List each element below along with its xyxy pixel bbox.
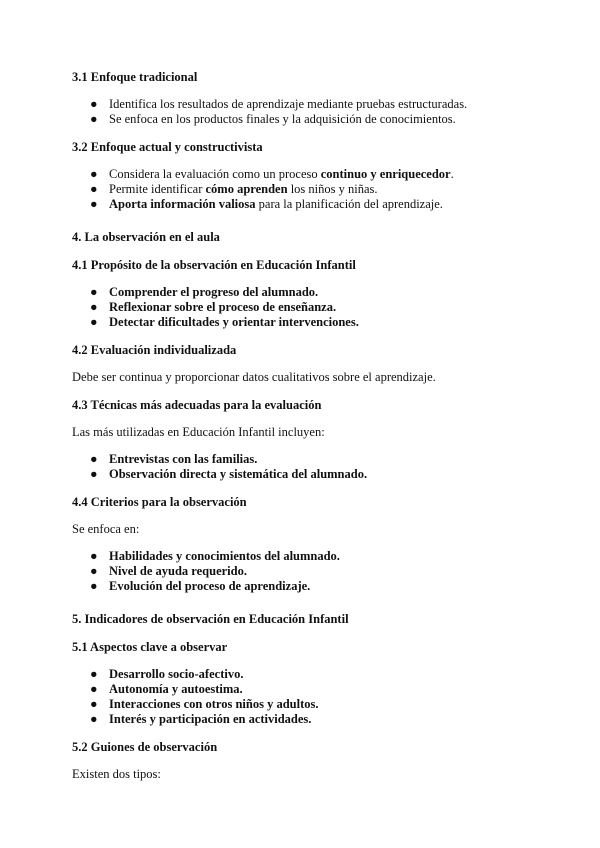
- heading-4-4: 4.4 Criterios para la observación: [72, 495, 247, 509]
- list-5-1: [72, 667, 542, 727]
- heading-4: 4. La observación en el aula: [72, 230, 220, 244]
- list-item: ● Habilidades y conocimientos del alumnado.: [90, 549, 340, 563]
- heading-5-2: 5.2 Guiones de observación: [72, 740, 218, 754]
- bullet-icon: ●: [90, 300, 98, 314]
- list-item: ● Interacciones con otros niños y adultos.: [90, 697, 319, 711]
- list-item: ● Entrevistas con las familias.: [90, 452, 258, 466]
- list-3-2: [72, 167, 542, 212]
- heading-3-2: 3.2 Enfoque actual y constructivista: [72, 140, 263, 154]
- bullet-icon: ●: [90, 182, 98, 196]
- document-page: [72, 70, 542, 782]
- list-item: ● Comprender el progreso del alumnado.: [90, 285, 319, 299]
- list-item: ● Considera la evaluación como un proceso continuo y enriquecedor.: [90, 167, 454, 181]
- list-item: ● Reflexionar sobre el proceso de enseñanza.: [90, 300, 337, 314]
- heading-4-2: 4.2 Evaluación individualizada: [72, 343, 237, 357]
- paragraph-5-2: Existen dos tipos:: [72, 767, 161, 781]
- heading-4-3: 4.3 Técnicas más adecuadas para la evaluación: [72, 398, 322, 412]
- bullet-icon: ●: [90, 549, 98, 563]
- list-item: ● Interés y participación en actividades.: [90, 712, 312, 726]
- list-item: ● Desarrollo socio-afectivo.: [90, 667, 244, 681]
- heading-5-1: 5.1 Aspectos clave a observar: [72, 640, 228, 654]
- paragraph-4-2: Debe ser continua y proporcionar datos cualitativos sobre el aprendizaje.: [72, 370, 436, 384]
- list-item: ● Aporta información valiosa para la planificación del aprendizaje.: [90, 197, 443, 211]
- bullet-icon: ●: [90, 712, 98, 726]
- list-3-1: [72, 97, 542, 127]
- bullet-icon: ●: [90, 97, 98, 111]
- heading-5: 5. Indicadores de observación en Educación Infantil: [72, 612, 349, 626]
- bullet-icon: ●: [90, 564, 98, 578]
- bullet-icon: ●: [90, 285, 98, 299]
- list-item: ● Nivel de ayuda requerido.: [90, 564, 247, 578]
- bullet-icon: ●: [90, 467, 98, 481]
- bullet-icon: ●: [90, 112, 98, 126]
- list-item: ● Identifica los resultados de aprendizaje mediante pruebas estructuradas.: [90, 97, 468, 111]
- bullet-icon: ●: [90, 697, 98, 711]
- list-item: ● Permite identificar cómo aprenden los niños y niñas.: [90, 182, 378, 196]
- heading-3-1: 3.1 Enfoque tradicional: [72, 70, 198, 84]
- bullet-icon: ●: [90, 167, 98, 181]
- bullet-icon: ●: [90, 682, 98, 696]
- list-item: ● Evolución del proceso de aprendizaje.: [90, 579, 311, 593]
- bullet-icon: ●: [90, 315, 98, 329]
- bullet-icon: ●: [90, 452, 98, 466]
- list-item: ● Autonomía y autoestima.: [90, 682, 243, 696]
- list-item: ● Detectar dificultades y orientar intervenciones.: [90, 315, 359, 329]
- bullet-icon: ●: [90, 579, 98, 593]
- heading-4-1: 4.1 Propósito de la observación en Educación Infantil: [72, 258, 356, 272]
- paragraph-4-3: Las más utilizadas en Educación Infantil incluyen:: [72, 425, 325, 439]
- list-item: ● Observación directa y sistemática del alumnado.: [90, 467, 368, 481]
- bullet-icon: ●: [90, 667, 98, 681]
- list-4-4: [72, 549, 542, 594]
- list-4-1: [72, 285, 542, 330]
- list-item: ● Se enfoca en los productos finales y la adquisición de conocimientos.: [90, 112, 456, 126]
- list-4-3: [72, 452, 542, 482]
- paragraph-4-4: Se enfoca en:: [72, 522, 140, 536]
- bullet-icon: ●: [90, 197, 98, 211]
